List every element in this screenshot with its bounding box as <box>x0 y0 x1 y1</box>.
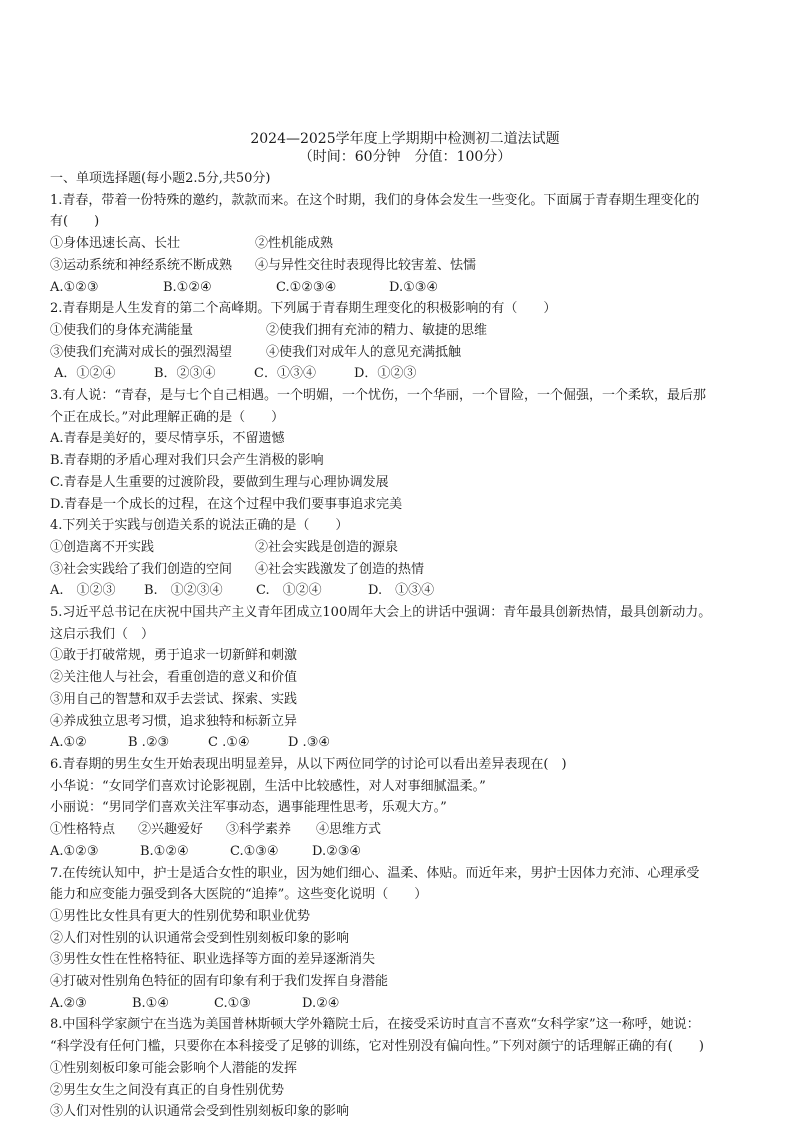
q6-stem: 6.青春期的男生女生开始表现出明显差异，从以下两位同学的讨论可以看出差异表现在( ) <box>50 756 567 772</box>
q5-option-d: D .③④ <box>288 735 330 751</box>
q1-option-a: A.①②③ <box>50 279 99 295</box>
q1-stem-line2: 有( ) <box>50 214 100 230</box>
q5-options <box>50 732 760 754</box>
q5-statement-2: ②关注他人与社会，看重创造的意义和价值 <box>50 670 298 686</box>
q1-statements-row2 <box>50 255 760 277</box>
q7-option-b: B.①④ <box>132 995 169 1011</box>
q2-option-b: B．②③④ <box>154 366 216 382</box>
q7-statement-3: ③男性女性在性格特征、职业选择等方面的差异逐渐消失 <box>50 952 376 968</box>
q8-statement-1: ①性别刻板印象可能会影响个人潜能的发挥 <box>50 1060 298 1076</box>
q6-option-c: C.①③④ <box>230 843 279 859</box>
q2-option-d: D．①②③ <box>354 366 417 382</box>
q3-option-c: C.青春是人生重要的过渡阶段，要做到生理与心理协调发展 <box>50 474 389 490</box>
q4-statement-3: ③社会实践给了我们创造的空间 <box>50 561 233 577</box>
q2-option-c: C．①③④ <box>254 366 316 382</box>
q1-option-d: D.①③④ <box>389 279 439 295</box>
q3-option-a: A.青春是美好的，要尽情享乐，不留遗憾 <box>50 431 285 447</box>
q4-statement-2: ②社会实践是创造的源泉 <box>255 539 399 555</box>
q4-statements-row1 <box>50 537 760 559</box>
exam-subtitle: （时间：60分钟 分值：100分） <box>298 149 512 165</box>
q1-statement-3: ③运动系统和神经系统不断成熟 <box>50 257 233 273</box>
q4-option-c: C. ①②④ <box>256 583 322 599</box>
q6-statement-3: ③科学素养 <box>226 822 292 838</box>
q7-statement-4: ④打破对性别角色特征的固有印象有利于我们发挥自身潜能 <box>50 974 389 990</box>
section-heading: 一、单项选择题(每小题2.5分,共50分) <box>50 171 271 186</box>
q7-option-d: D.②④ <box>302 995 340 1011</box>
q1-statements-row1 <box>50 233 760 255</box>
q6-option-b: B.①②④ <box>140 843 189 859</box>
q4-option-a: A. ①②③ <box>50 583 116 599</box>
q8-stem-line1: 8.中国科学家颜宁在当选为美国普林斯顿大学外籍院士后，在接受采访时直言不喜欢“女科学家”这一称呼，她说： <box>50 1017 700 1033</box>
q1-options <box>50 277 760 299</box>
q2-statement-1: ①使我们的身体充满能量 <box>50 322 194 338</box>
q5-option-c: C .①④ <box>208 735 250 751</box>
q2-statement-4: ④使我们对成年人的意见充满抵触 <box>266 344 462 360</box>
q7-option-a: A.②③ <box>50 995 87 1011</box>
q5-option-b: B .②③ <box>128 735 170 751</box>
q2-statements-row1 <box>50 320 760 342</box>
q7-stem-line2: 能力和应变能力强受到各大医院的“追捧”。这些变化说明（ ） <box>50 887 428 903</box>
q1-stem-line1: 1.青春，带着一份特殊的邀约，款款而来。在这个时期，我们的身体会发生一些变化。下面属于青春期生理变化的 <box>50 192 700 208</box>
q4-option-d: D. ①③④ <box>368 583 435 599</box>
q5-stem-line2: 这启示我们（ ） <box>50 626 155 642</box>
q8-statement-2: ②男生女生之间没有真正的自身性别优势 <box>50 1082 285 1098</box>
q4-stem: 4.下列关于实践与创造关系的说法正确的是（ ） <box>50 518 349 534</box>
q1-option-b: B.①②④ <box>163 279 212 295</box>
q3-stem-line1: 3.有人说：“青春，是与七个自己相遇。一个明媚，一个忧伤，一个华丽，一个冒险，一个倔强，一个柔软，最后那 <box>50 388 707 404</box>
q1-statement-4: ④与异性交往时表现得比较害羞、怯懦 <box>255 257 477 273</box>
q6-quote-xiaoli: 小丽说：“男同学们喜欢关注军事动态，遇事能理性思考，乐观大方。” <box>50 800 447 816</box>
q8-statement-3: ③人们对性别的认识通常会受到性别刻板印象的影响 <box>50 1104 350 1120</box>
q5-statement-4: ④养成独立思考习惯，追求独特和标新立异 <box>50 713 298 729</box>
q6-option-a: A.①②③ <box>50 843 99 859</box>
q5-option-a: A.①② <box>50 735 87 751</box>
q6-options <box>50 841 760 863</box>
q6-statement-4: ④思维方式 <box>316 822 382 838</box>
q7-option-c: C.①③ <box>214 995 251 1011</box>
q6-statements <box>50 819 760 841</box>
exam-title: 2024—2025学年度上学期期中检测初二道法试题 <box>250 131 560 147</box>
q2-statement-3: ③使我们充满对成长的强烈渴望 <box>50 344 233 360</box>
q1-option-c: C.①②③④ <box>276 279 337 295</box>
q1-statement-1: ①身体迅速长高、长壮 <box>50 236 181 252</box>
q6-option-d: D.②③④ <box>312 843 362 859</box>
q4-statement-4: ④社会实践激发了创造的热情 <box>255 561 425 577</box>
q5-stem-line1: 5.习近平总书记在庆祝中国共产主义青年团成立100周年大会上的讲话中强调：青年最具创新热情，最具创新动力。 <box>50 605 712 621</box>
q2-stem: 2.青春期是人生发育的第二个高峰期。下列属于青春期生理变化的积极影响的有（ ） <box>50 301 557 317</box>
q7-options <box>50 993 760 1015</box>
q5-statement-3: ③用自己的智慧和双手去尝试、探索、实践 <box>50 691 298 707</box>
q2-option-a: A．①②④ <box>54 366 116 382</box>
q3-stem-line2: 个正在成长。”对此理解正确的是（ ） <box>50 409 285 425</box>
q4-option-b: B. ①②③④ <box>144 583 223 599</box>
q5-statement-1: ①敢于打破常规，勇于追求一切新鲜和刺激 <box>50 648 298 664</box>
q1-statement-2: ②性机能成熟 <box>255 236 334 252</box>
q2-statement-2: ②使我们拥有充沛的精力、敏捷的思维 <box>266 322 488 338</box>
q3-option-d: D.青春是一个成长的过程，在这个过程中我们要事事追求完美 <box>50 496 403 512</box>
q2-statements-row2 <box>50 342 760 364</box>
q2-options <box>50 363 760 385</box>
q6-statement-2: ②兴趣爱好 <box>138 822 204 838</box>
q8-stem-line2: “科学没有任何门槛，只要你在本科接受了足够的训练，它对性别没有偏向性。”下列对颜宁的话理解正确的有( ) <box>50 1039 704 1055</box>
q4-statement-1: ①创造离不开实践 <box>50 539 155 555</box>
q4-options <box>50 580 760 602</box>
q6-quote-xiaohua: 小华说：“女同学们喜欢讨论影视剧，生活中比较感性，对人对事细腻温柔。” <box>50 778 486 794</box>
q3-option-b: B.青春期的矛盾心理对我们只会产生消极的影响 <box>50 453 324 469</box>
q7-stem-line1: 7.在传统认知中，护士是适合女性的职业，因为她们细心、温柔、体贴。而近年来，男护士因体力充沛、心理承受 <box>50 865 700 881</box>
q4-statements-row2 <box>50 559 760 581</box>
q7-statement-1: ①男性比女性具有更大的性别优势和职业优势 <box>50 908 311 924</box>
q6-statement-1: ①性格特点 <box>50 822 116 838</box>
q7-statement-2: ②人们对性别的认识通常会受到性别刻板印象的影响 <box>50 930 350 946</box>
